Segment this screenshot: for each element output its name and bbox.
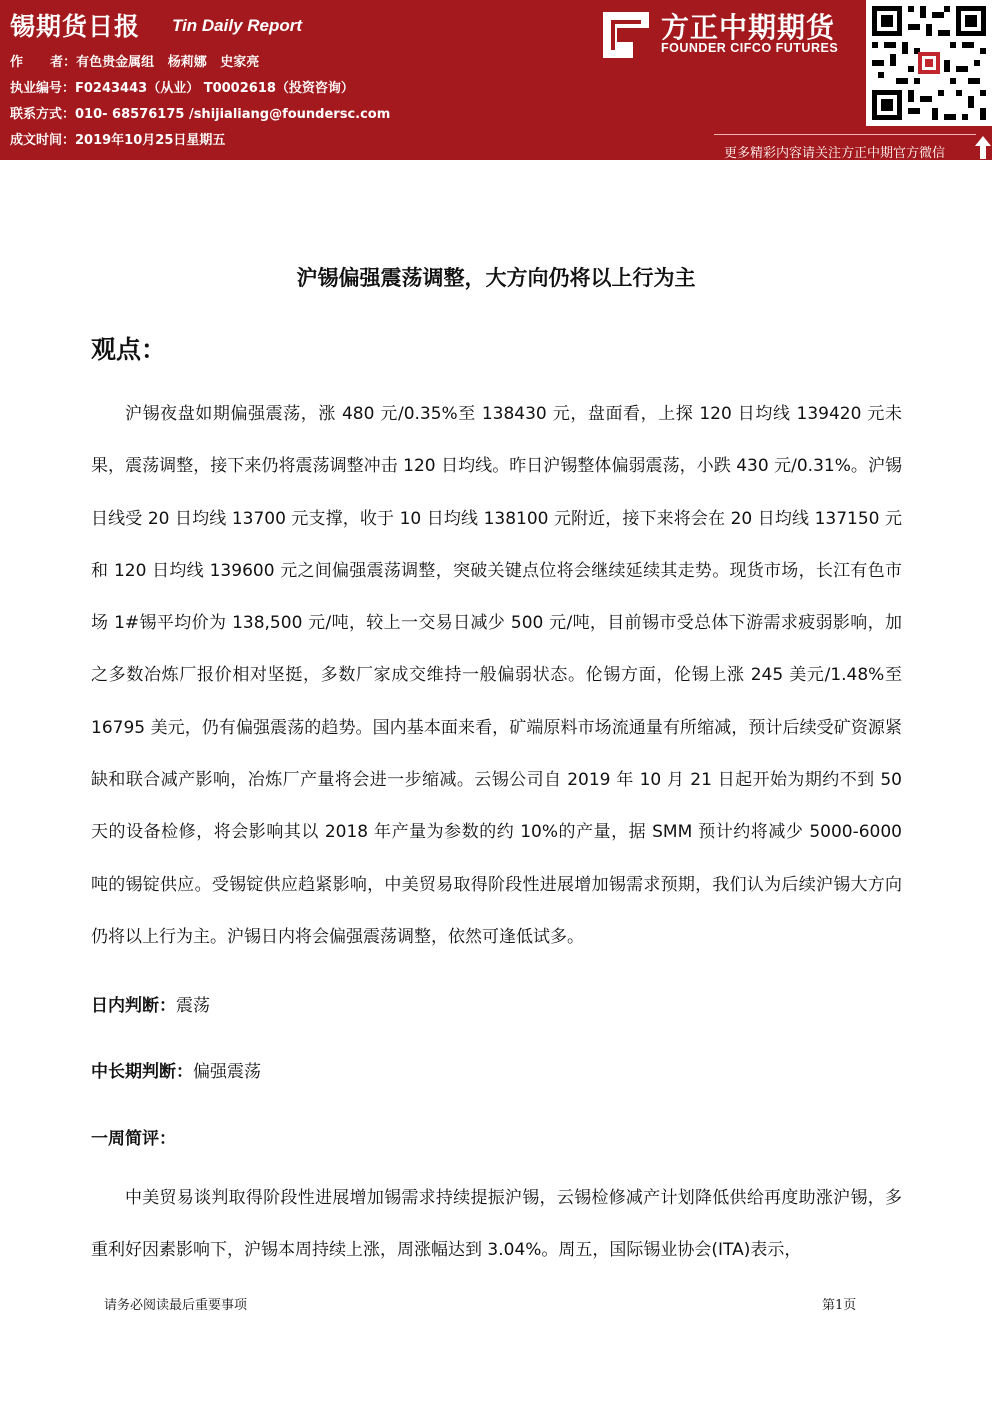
intraday-label: 日内判断：	[91, 996, 176, 1016]
report-header	[0, 0, 992, 160]
contact-line: 联系方式：010- 68576175 /shijialiang@foundersc.com	[10, 107, 391, 122]
viewpoint-paragraph: 沪锡夜盘如期偏强震荡，涨 480 元/0.35%至 138430 元，盘面看，上探 120 日均线 139420 元未果，震荡调整，接下来仍将震荡调整冲击 120 日均线。昨日沪锡整体偏弱震荡，小跌 430 元/0.31%。沪锡日线受 20 日均线 13700 元支撑，收于 10 日均线 138100 元附近，接下来将会在 20 日均线 137150 元和 120 日均线 139600 元之间偏强震荡调整，突破关键点位将会继续延续其走势。现货市场，长江有色市场 1#锡平均价为 138,500 元/吨，较上一交易日减少 500 元/吨，目前锡市受总体下游需求疲弱影响，加之多数冶炼厂报价相对坚挺，多数厂家成交维持一般偏弱状态。伦锡方面，伦锡上涨 245 美元/1.48%至 16795 美元，仍有偏强震荡的趋势。国内基本面来看，矿端原料市场流通量有所缩减，预计后续受矿资源紧缺和联合减产影响，冶炼厂产量将会进一步缩减。云锡公司自 2019 年 10 月 21 日起开始为期约不到 50 天的设备检修，将会影响其以 2018 年产量为参数的约 10%的产量，据 SMM 预计约将减少 5000-6000 吨的锡锭供应。受锡锭供应趋紧影响，中美贸易取得阶段性进展增加锡需求预期，我们认为后续沪锡大方向仍将以上行为主。沪锡日内将会偏强震荡调整，依然可逢低试多。	[91, 404, 902, 947]
header-divider	[714, 134, 976, 135]
date-line: 成文时间：2019年10月25日星期五	[10, 133, 226, 148]
viewpoint-heading: 观点：	[91, 335, 167, 364]
midlong-value: 偏强震荡	[193, 1062, 261, 1082]
qr-code-icon	[866, 0, 992, 126]
midlong-judgment	[91, 1057, 261, 1082]
up-arrow-icon	[974, 134, 992, 160]
license-line: 执业编号：F0243443（从业） T0002618（投资咨询）	[10, 81, 354, 96]
brand-name-cn: 方正中期期货	[661, 11, 836, 44]
intraday-value: 震荡	[176, 996, 210, 1016]
intraday-judgment	[91, 991, 210, 1016]
brand-name-en: FOUNDER CIFCO FUTURES	[661, 41, 839, 55]
midlong-label: 中长期判断：	[91, 1062, 193, 1082]
report-title: 锡期货日报	[10, 12, 141, 41]
qr-code[interactable]	[866, 0, 992, 126]
footer-disclaimer-note: 请务必阅读最后重要事项	[104, 1298, 248, 1313]
logo-mark	[603, 12, 649, 58]
page-number: 第1页	[822, 1298, 857, 1313]
document-title: 沪锡偏强震荡调整，大方向仍将以上行为主	[296, 266, 696, 290]
report-title-en: Tin Daily Report	[172, 16, 303, 35]
weekly-review-heading: 一周简评：	[91, 1129, 176, 1149]
weekly-review-paragraph: 中美贸易谈判取得阶段性进展增加锡需求持续提振沪锡，云锡检修减产计划降低供给再度助涨沪锡，多重利好因素影响下，沪锡本周持续上涨，周涨幅达到 3.04%。周五，国际锡业协会(ITA)表示，	[91, 1188, 902, 1261]
author-line: 作 者：有色贵金属组 杨莉娜 史家亮	[10, 55, 260, 70]
follow-wechat-text: 更多精彩内容请关注方正中期官方微信	[724, 146, 946, 161]
